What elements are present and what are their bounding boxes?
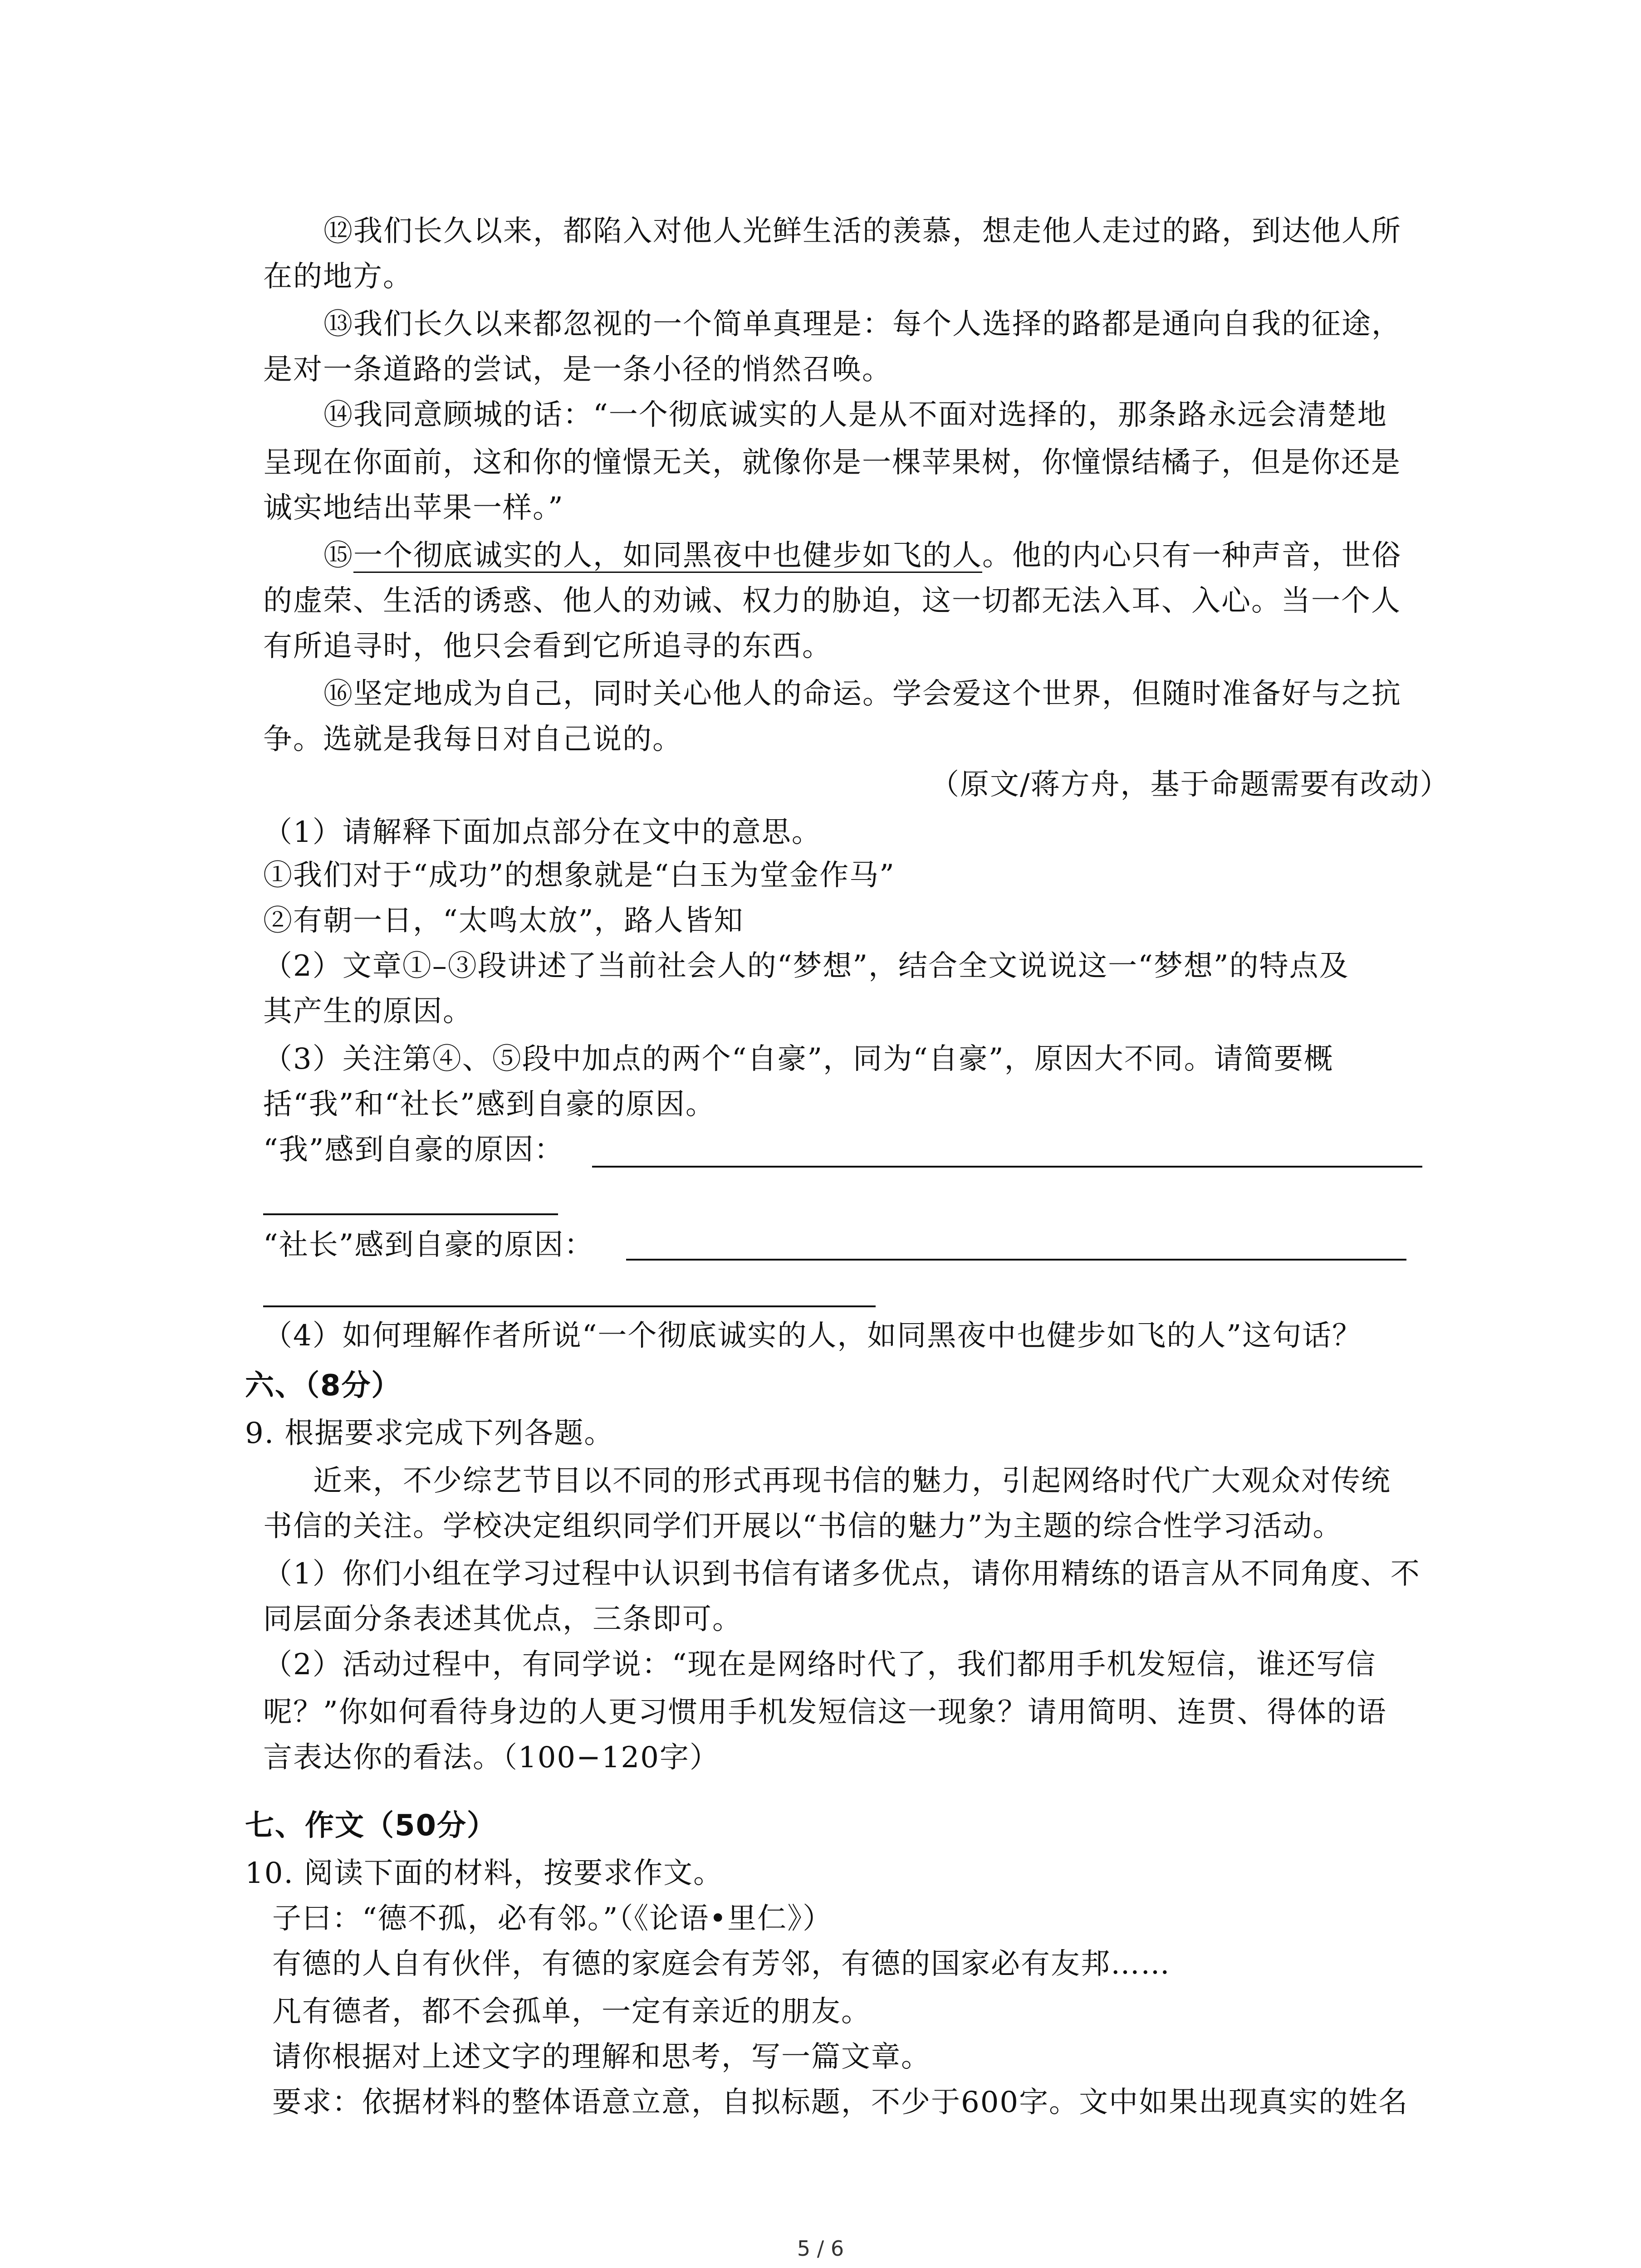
section-6-intro-line-1: 近来，不少综艺节目以不同的形式再现书信的魅力，引起网络时代广大观众对传统 [313, 1464, 1391, 1498]
question-1-item-a: ①我们对于“成功”的想象就是“白玉为堂金作马” [263, 859, 895, 892]
material-line-2: 凡有德者，都不会孤单，一定有亲近的朋友。 [272, 1995, 871, 2028]
answer-line-boss-1[interactable] [626, 1259, 1406, 1261]
paragraph-14-line-1: ⑭我同意顾城的话：“一个彻底诚实的人是从不面对选择的，那条路永远会清楚地 [323, 398, 1387, 432]
question-2-line-2: 其产生的原因。 [263, 995, 473, 1028]
paragraph-16-line-1: ⑯坚定地成为自己，同时关心他人的命运。学会爱这个世界，但随时准备好与之抗 [323, 677, 1401, 711]
section-6-sub-2-line-3: 言表达你的看法。（100−120字） [263, 1741, 720, 1774]
paragraph-15-number: ⑮ [323, 539, 353, 572]
question-1-item-b: ②有朝一日，“太鸣太放”，路人皆知 [263, 904, 744, 938]
answer-prompt-boss: “社长”感到自豪的原因： [263, 1228, 594, 1262]
answer-prompt-me: “我”感到自豪的原因： [263, 1133, 564, 1167]
section-6-heading: 六、（8分） [245, 1369, 402, 1403]
section-6-sub-1-line-2: 同层面分条表述其优点，三条即可。 [263, 1603, 742, 1636]
material-quote: 子曰：“德不孤，必有邻。”（《论语•里仁》） [272, 1902, 833, 1936]
answer-line-me-2[interactable] [263, 1213, 558, 1215]
material-line-1: 有德的人自有伙伴，有德的家庭会有芳邻，有德的国家必有友邦…… [272, 1947, 1171, 1981]
paragraph-12-line-1: ⑫我们长久以来，都陷入对他人光鲜生活的羡慕，想走他人走过的路，到达他人所 [323, 215, 1401, 248]
section-6-intro-line-2: 书信的关注。学校决定组织同学们开展以“书信的魅力”为主题的综合性学习活动。 [263, 1510, 1343, 1543]
question-3-line-1: （3）关注第④、⑤段中加点的两个“自豪”，同为“自豪”，原因大不同。请简要概 [263, 1042, 1334, 1076]
question-1: （1）请解释下面加点部分在文中的意思。 [263, 816, 822, 849]
answer-line-me-1[interactable] [592, 1166, 1422, 1168]
paragraph-15-line-2: 的虚荣、生活的诱惑、他人的劝诫、权力的胁迫，这一切都无法入耳、入心。当一个人 [263, 584, 1401, 618]
question-3-line-2: 括“我”和“社长”感到自豪的原因。 [263, 1088, 715, 1121]
paragraph-14-line-3: 诚实地结出苹果一样。” [263, 491, 564, 525]
paragraph-15-line-1 [323, 533, 1476, 578]
underlined-key-sentence: 一个彻底诚实的人，如同黑夜中也健步如飞的人 [353, 539, 982, 572]
paragraph-12-line-2: 在的地方。 [263, 260, 413, 293]
section-6-sub-1-line-1: （1）你们小组在学习过程中认识到书信有诸多优点，请你用精练的语言从不同角度、不 [263, 1557, 1421, 1591]
section-6-sub-2-line-1: （2）活动过程中，有同学说：“现在是网络时代了，我们都用手机发短信，谁还写信 [263, 1648, 1376, 1681]
question-4: （4）如何理解作者所说“一个彻底诚实的人，如同黑夜中也健步如飞的人”这句话？ [263, 1319, 1362, 1353]
question-9: 9. 根据要求完成下列各题。 [245, 1417, 614, 1450]
answer-line-boss-2[interactable] [263, 1305, 876, 1307]
page-number: 5 / 6 [797, 2236, 844, 2261]
question-10: 10. 阅读下面的材料，按要求作文。 [245, 1857, 724, 1890]
paragraph-16-line-2: 争。选就是我每日对自己说的。 [263, 723, 682, 756]
paragraph-13-line-1: ⑬我们长久以来都忽视的一个简单真理是：每个人选择的路都是通向自我的征途， [323, 308, 1401, 341]
section-7-heading: 七、作文（50分） [245, 1809, 497, 1843]
paragraph-15-line-3: 有所追寻时，他只会看到它所追寻的东西。 [263, 630, 832, 663]
section-6-sub-2-line-2: 呢？”你如何看待身边的人更习惯用手机发短信这一现象？请用简明、连贯、得体的语 [263, 1696, 1387, 1729]
paragraph-15-rest: 。他的内心只有一种声音，世俗 [982, 539, 1401, 572]
essay-requirement: 要求：依据材料的整体语意立意，自拟标题，不少于600字。文中如果出现真实的姓名 [272, 2086, 1409, 2119]
source-attribution: （原文/蒋方舟，基于命题需要有改动） [930, 768, 1450, 802]
material-line-3: 请你根据对上述文字的理解和思考，写一篇文章。 [272, 2040, 931, 2074]
paragraph-14-line-2: 呈现在你面前，这和你的憧憬无关，就像你是一棵苹果树，你憧憬结橘子，但是你还是 [263, 446, 1401, 479]
paragraph-13-line-2: 是对一条道路的尝试，是一条小径的悄然召唤。 [263, 353, 892, 386]
question-2-line-1: （2）文章①–③段讲述了当前社会人的“梦想”，结合全文说说这一“梦想”的特点及 [263, 949, 1349, 983]
